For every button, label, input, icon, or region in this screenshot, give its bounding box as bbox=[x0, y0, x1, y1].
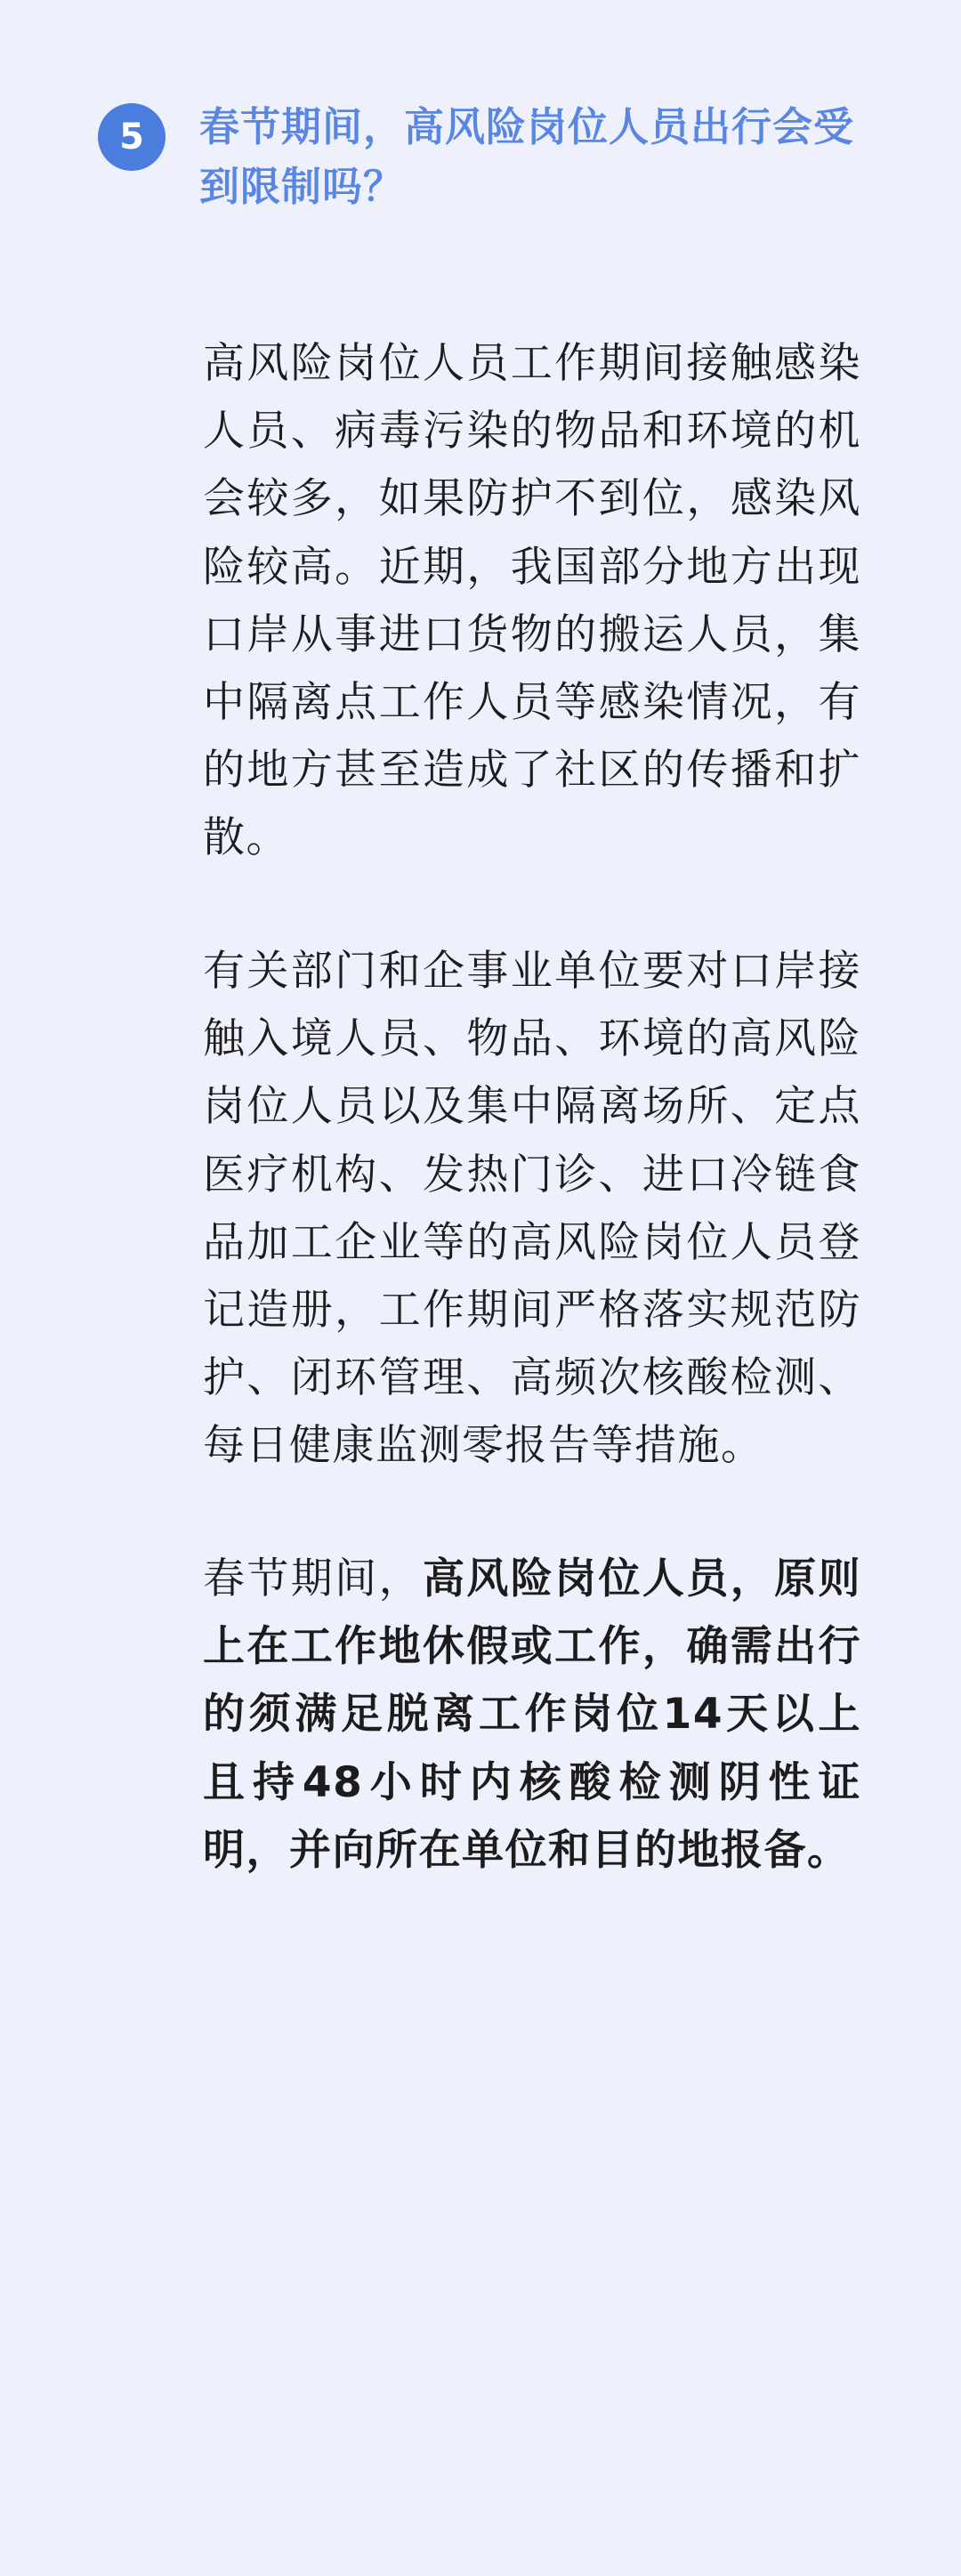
question-header bbox=[0, 0, 961, 216]
question-number-badge: 5 bbox=[98, 103, 166, 171]
answer-paragraph-3-emphasis: 高风险岗位人员，原则上在工作地休假或工作，确需出行的须满足脱离工作岗位14天以上且持48小时内核酸检测阴性证明，并向所在单位和目的地报备。 bbox=[203, 1554, 862, 1875]
question-title: 春节期间，高风险岗位人员出行会受到限制吗？ bbox=[199, 103, 855, 210]
answer-paragraph-3 bbox=[203, 1546, 861, 1885]
answer-paragraph-2: 有关部门和企事业单位要对口岸接触入境人员、物品、环境的高风险岗位人员以及集中隔离场所、定点医疗机构、发热门诊、进口冷链食品加工企业等的高风险岗位人员登记造册，工作期间严格落实规范防护、闭环管理、高频次核酸检测、每日健康监测零报告等措施。 bbox=[203, 947, 861, 1471]
answer-paragraph-3-lead: 春节期间， bbox=[203, 1554, 423, 1604]
answer-paragraph-1: 高风险岗位人员工作期间接触感染人员、病毒污染的物品和环境的机会较多，如果防护不到位，感染风险较高。近期，我国部分地方出现口岸从事进口货物的搬运人员，集中隔离点工作人员等感染情况，有的地方甚至造成了社区的传播和扩散。 bbox=[203, 339, 861, 863]
answer-body bbox=[0, 216, 961, 1885]
